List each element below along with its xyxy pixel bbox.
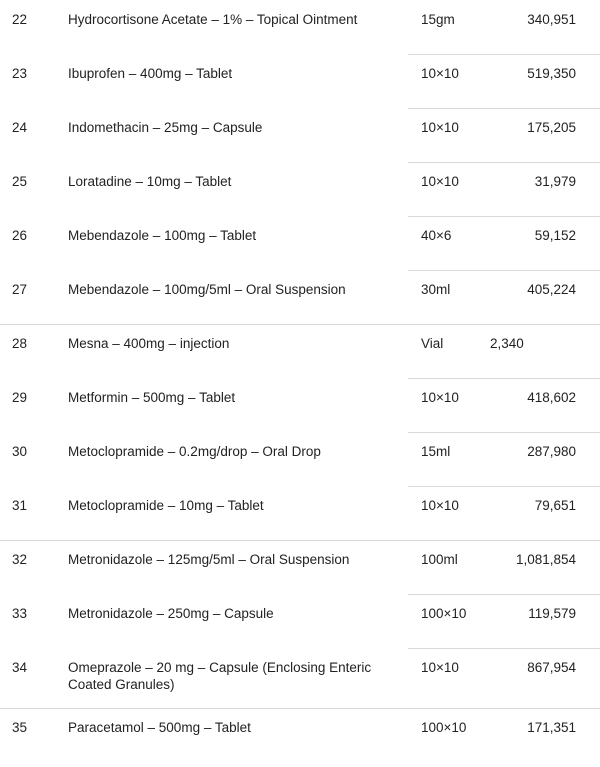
pack-size: 15ml	[421, 444, 451, 459]
pack-size: 100ml	[421, 552, 458, 567]
drug-name: Mebendazole – 100mg/5ml – Oral Suspension	[68, 282, 346, 297]
row-number: 22	[12, 12, 28, 27]
row-divider	[408, 108, 600, 109]
table-row	[0, 108, 600, 162]
row-number: 23	[12, 66, 28, 81]
drug-name: Metoclopramide – 0.2mg/drop – Oral Drop	[68, 444, 321, 459]
row-divider	[408, 54, 600, 55]
table-row	[0, 432, 600, 486]
drug-name: Indomethacin – 25mg – Capsule	[68, 120, 263, 135]
pack-size: Vial	[421, 336, 444, 351]
drug-name: Mesna – 400mg – injection	[68, 336, 230, 351]
quantity: 59,152	[534, 228, 576, 243]
table-row	[0, 594, 600, 648]
table-row	[0, 486, 600, 540]
row-divider	[408, 162, 600, 163]
quantity: 119,579	[528, 606, 576, 621]
quantity: 79,651	[534, 498, 576, 513]
table-row	[0, 162, 600, 216]
drug-name: Metronidazole – 250mg – Capsule	[68, 606, 274, 621]
drug-name: Metoclopramide – 10mg – Tablet	[68, 498, 264, 513]
drug-name: Hydrocortisone Acetate – 1% – Topical Ointment	[68, 12, 358, 27]
table-row	[0, 540, 600, 594]
quantity: 519,350	[527, 66, 576, 81]
quantity: 171,351	[527, 720, 576, 735]
pack-size: 100×10	[421, 606, 467, 621]
pack-size: 10×10	[421, 174, 459, 189]
quantity: 31,979	[534, 174, 576, 189]
pack-size: 10×10	[421, 390, 459, 405]
row-number: 35	[12, 720, 28, 735]
drug-name: Omeprazole – 20 mg – Capsule (Enclosing Enteric Coated Granules)	[68, 660, 372, 692]
pack-size: 100×10	[421, 720, 467, 735]
quantity: 867,954	[527, 660, 576, 675]
quantity: 1,081,854	[515, 552, 576, 567]
drug-name: Metformin – 500mg – Tablet	[68, 390, 236, 405]
row-number: 26	[12, 228, 28, 243]
row-divider	[408, 486, 600, 487]
pack-size: 10×10	[421, 498, 459, 513]
table-row	[0, 324, 600, 378]
row-divider	[408, 216, 600, 217]
quantity: 340,951	[527, 12, 576, 27]
pack-size: 10×10	[421, 120, 459, 135]
pack-size: 15gm	[421, 12, 455, 27]
pack-size: 10×10	[421, 66, 459, 81]
table-row	[0, 270, 600, 324]
row-number: 34	[12, 660, 28, 675]
row-number: 31	[12, 498, 28, 513]
row-number: 24	[12, 120, 28, 135]
row-number: 25	[12, 174, 28, 189]
quantity: 418,602	[527, 390, 576, 405]
row-divider	[408, 378, 600, 379]
drug-name: Mebendazole – 100mg – Tablet	[68, 228, 257, 243]
row-divider	[408, 432, 600, 433]
quantity: 405,224	[527, 282, 576, 297]
quantity: 287,980	[527, 444, 576, 459]
row-divider	[0, 708, 600, 709]
quantity: 175,205	[527, 120, 576, 135]
row-divider	[0, 324, 600, 325]
table-row	[0, 378, 600, 432]
table-row	[0, 54, 600, 108]
pack-size: 30ml	[421, 282, 451, 297]
row-number: 29	[12, 390, 28, 405]
drug-name: Metronidazole – 125mg/5ml – Oral Suspension	[68, 552, 350, 567]
row-divider	[0, 540, 600, 541]
row-number: 30	[12, 444, 28, 459]
table-row	[0, 216, 600, 270]
row-divider	[408, 648, 600, 649]
pack-size: 10×10	[421, 660, 459, 675]
row-number: 27	[12, 282, 28, 297]
quantity: 2,340	[490, 336, 524, 351]
row-number: 32	[12, 552, 28, 567]
row-number: 28	[12, 336, 28, 351]
drug-name: Loratadine – 10mg – Tablet	[68, 174, 232, 189]
drug-name: Ibuprofen – 400mg – Tablet	[68, 66, 233, 81]
table-row	[0, 708, 600, 762]
row-divider	[408, 594, 600, 595]
pack-size: 40×6	[421, 228, 452, 243]
drug-name: Paracetamol – 500mg – Tablet	[68, 720, 251, 735]
table-row	[0, 648, 600, 708]
row-divider	[408, 270, 600, 271]
row-number: 33	[12, 606, 28, 621]
table-row	[0, 0, 600, 54]
